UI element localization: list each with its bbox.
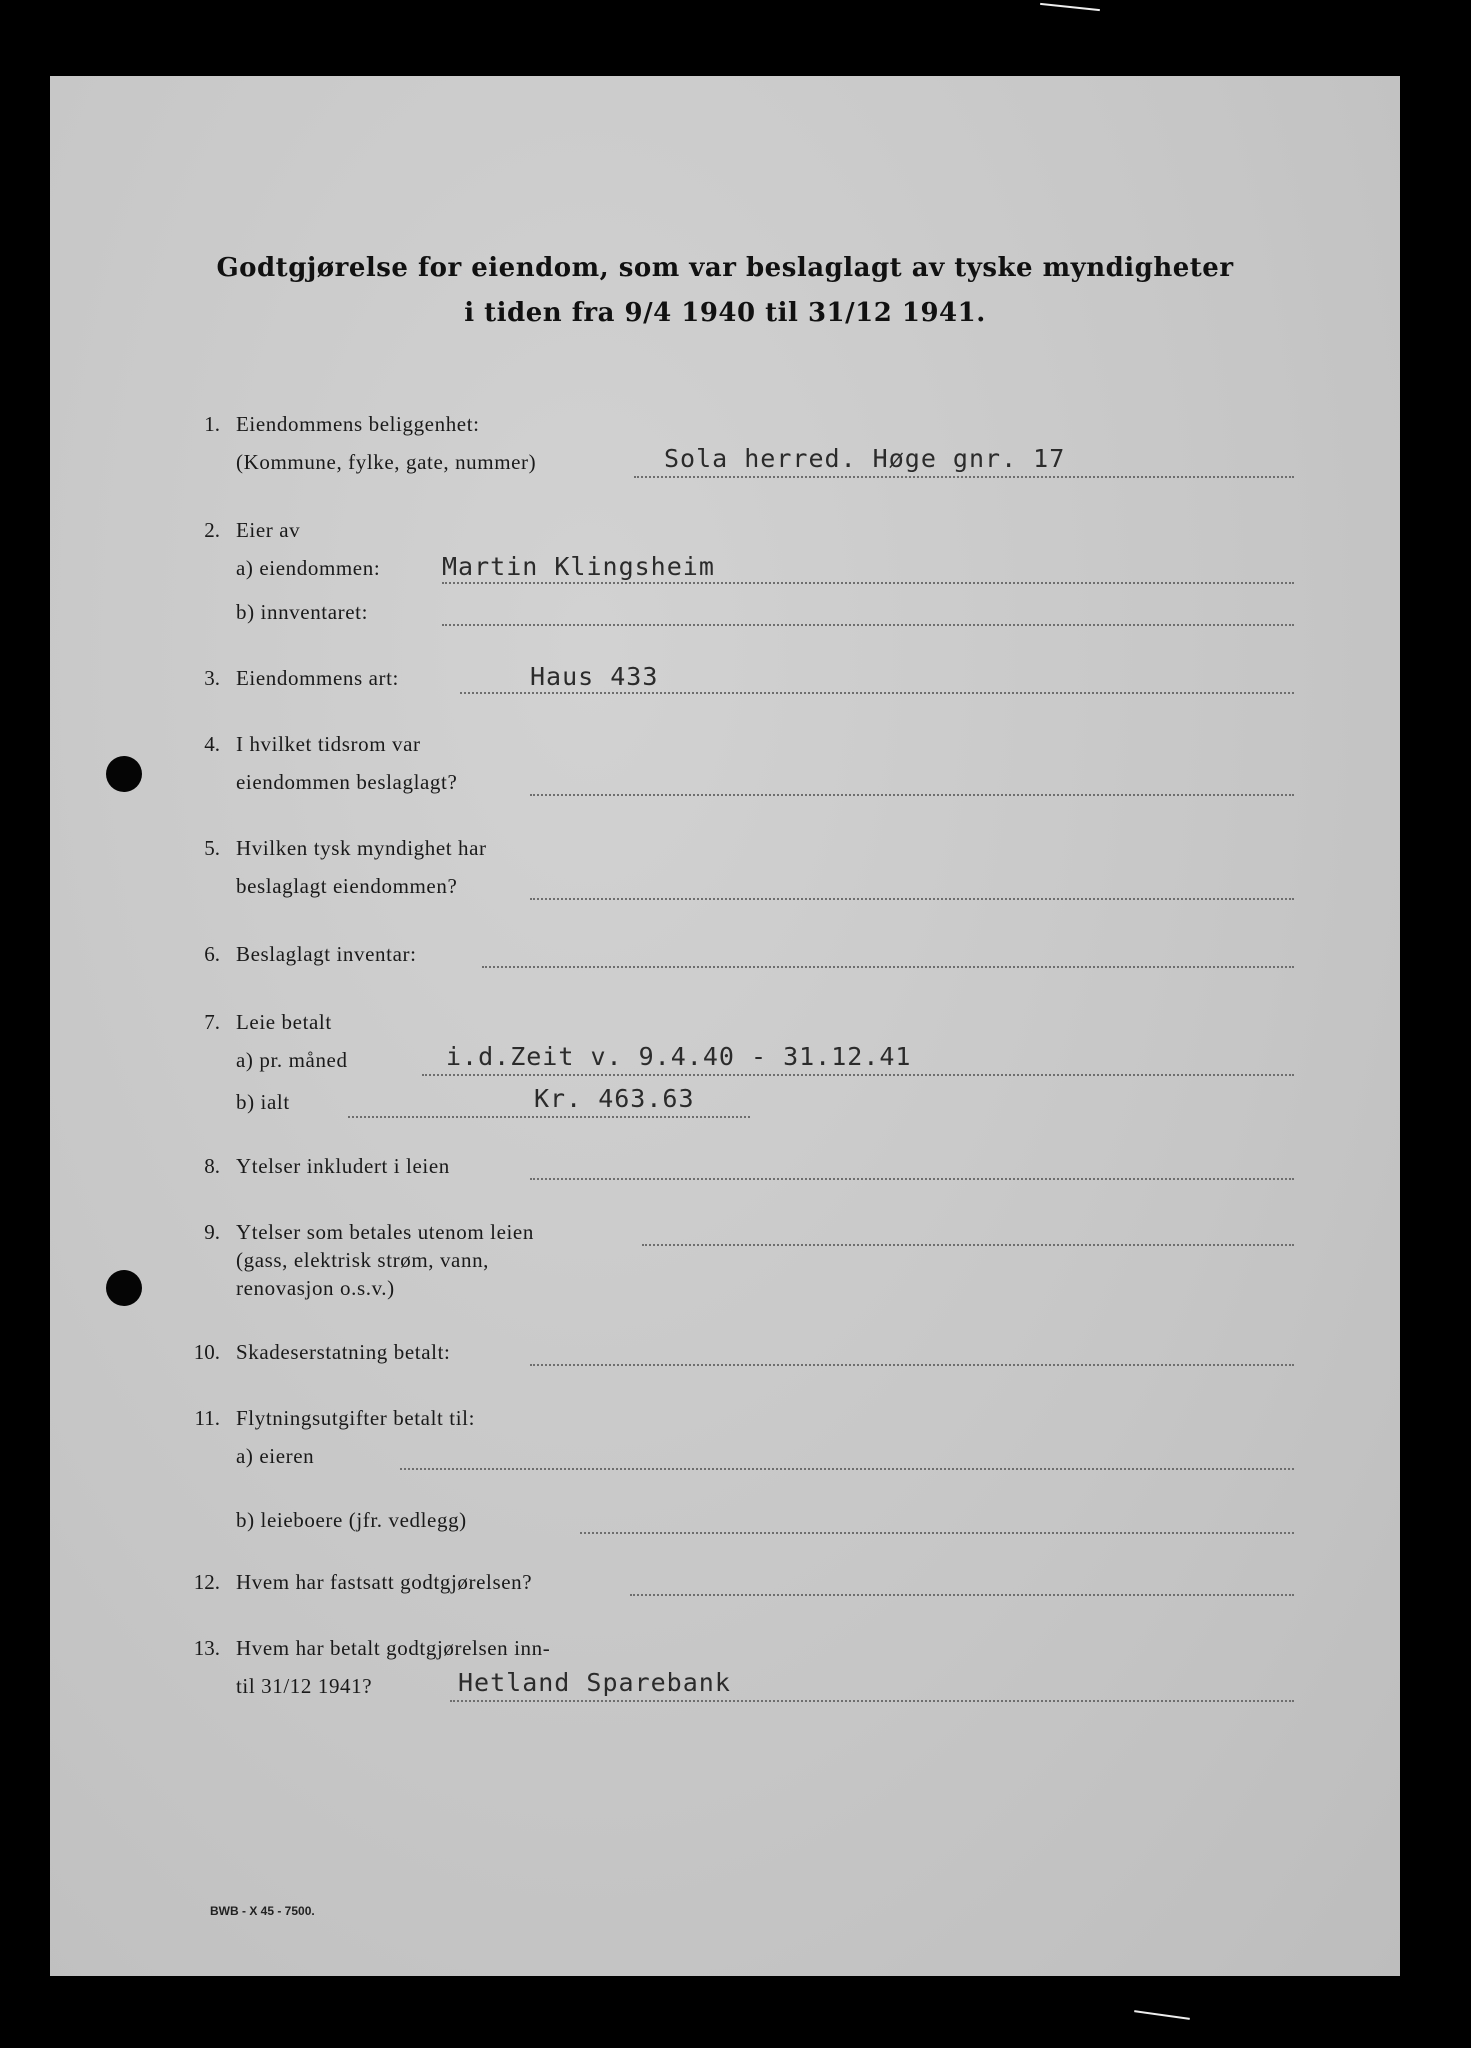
item-number: 12. bbox=[193, 1570, 220, 1594]
item-7a-field-line bbox=[422, 1074, 1294, 1076]
form-page bbox=[50, 76, 1400, 1976]
item-12-field-line bbox=[630, 1594, 1294, 1596]
item-11b-label: b) leieboere (jfr. vedlegg) bbox=[236, 1508, 467, 1532]
item-11b-field-line bbox=[580, 1532, 1294, 1534]
item-13-label: Hvem har betalt godtgjørelsen inn- bbox=[236, 1636, 551, 1660]
form-title: Godtgjørelse for eiendom, som var beslaglagt av tyske myndigheter i tiden fra 9/4 1940 til 31/12 1941. bbox=[216, 253, 1234, 328]
item-number: 1. bbox=[204, 412, 220, 436]
item-3-value: Haus 433 bbox=[530, 662, 659, 691]
item-1-value: Sola herred. Høge gnr. 17 bbox=[664, 444, 1066, 473]
item-number: 10. bbox=[193, 1340, 220, 1364]
item-number: 8. bbox=[204, 1154, 220, 1178]
item-number: 9. bbox=[204, 1220, 220, 1244]
item-1-sublabel: (Kommune, fylke, gate, nummer) bbox=[236, 450, 537, 474]
scan-artifact bbox=[1040, 3, 1100, 11]
item-2b-label: b) innventaret: bbox=[236, 600, 369, 624]
item-2a-value: Martin Klingsheim bbox=[442, 552, 715, 581]
item-6-label: Beslaglagt inventar: bbox=[236, 942, 417, 966]
item-4-field-line bbox=[530, 794, 1294, 796]
item-9-label: Ytelser som betales utenom leien bbox=[236, 1220, 534, 1244]
item-2-label: Eier av bbox=[236, 518, 301, 542]
item-2b-field-line bbox=[442, 624, 1294, 626]
item-6-field-line bbox=[482, 966, 1294, 968]
item-10-label: Skadeserstatning betalt: bbox=[236, 1340, 451, 1364]
item-5-label: Hvilken tysk myndighet har bbox=[236, 836, 487, 860]
print-code: BWB - X 45 - 7500. bbox=[210, 1904, 315, 1918]
item-3-field-line bbox=[460, 692, 1294, 694]
item-number: 5. bbox=[204, 836, 220, 860]
item-1-field-line bbox=[634, 476, 1294, 478]
item-11-label: Flytningsutgifter betalt til: bbox=[236, 1406, 476, 1430]
item-7b-value: Kr. 463.63 bbox=[534, 1084, 695, 1113]
item-number: 3. bbox=[204, 666, 220, 690]
item-11a-label: a) eieren bbox=[236, 1444, 315, 1468]
punch-hole-bottom bbox=[106, 1270, 142, 1306]
item-3-label: Eiendommens art: bbox=[236, 666, 399, 690]
item-7a-value: i.d.Zeit v. 9.4.40 - 31.12.41 bbox=[446, 1042, 912, 1071]
item-number: 13. bbox=[193, 1636, 220, 1660]
item-7-label: Leie betalt bbox=[236, 1010, 332, 1034]
item-8-field-line bbox=[530, 1178, 1294, 1180]
item-8-label: Ytelser inkludert i leien bbox=[236, 1154, 450, 1178]
item-11a-field-line bbox=[400, 1468, 1294, 1470]
item-number: 6. bbox=[204, 942, 220, 966]
item-4-sublabel: eiendommen beslaglagt? bbox=[236, 770, 458, 794]
item-4-label: I hvilket tidsrom var bbox=[236, 732, 421, 756]
item-9-sublabel-2: renovasjon o.s.v.) bbox=[236, 1276, 395, 1300]
item-number: 11. bbox=[194, 1406, 220, 1430]
item-13-field-line bbox=[450, 1700, 1294, 1702]
item-number: 2. bbox=[204, 518, 220, 542]
punch-hole-top bbox=[106, 756, 142, 792]
scan-artifact bbox=[1134, 2010, 1190, 2020]
item-9-field-line bbox=[642, 1244, 1294, 1246]
item-number: 4. bbox=[204, 732, 220, 756]
item-5-field-line bbox=[530, 898, 1294, 900]
item-13-sublabel: til 31/12 1941? bbox=[236, 1674, 373, 1698]
item-7b-field-line bbox=[348, 1116, 750, 1118]
item-12-label: Hvem har fastsatt godtgjørelsen? bbox=[236, 1570, 533, 1594]
item-13-value: Hetland Sparebank bbox=[458, 1668, 731, 1697]
item-9-sublabel: (gass, elektrisk strøm, vann, bbox=[236, 1248, 490, 1272]
item-2a-field-line bbox=[442, 582, 1294, 584]
item-7b-label: b) ialt bbox=[236, 1090, 290, 1114]
item-1-label: Eiendommens beliggenhet: bbox=[236, 412, 480, 436]
item-number: 7. bbox=[204, 1010, 220, 1034]
item-7a-label: a) pr. måned bbox=[236, 1048, 348, 1072]
item-10-field-line bbox=[530, 1364, 1294, 1366]
item-5-sublabel: beslaglagt eiendommen? bbox=[236, 874, 458, 898]
item-2a-label: a) eiendommen: bbox=[236, 556, 381, 580]
